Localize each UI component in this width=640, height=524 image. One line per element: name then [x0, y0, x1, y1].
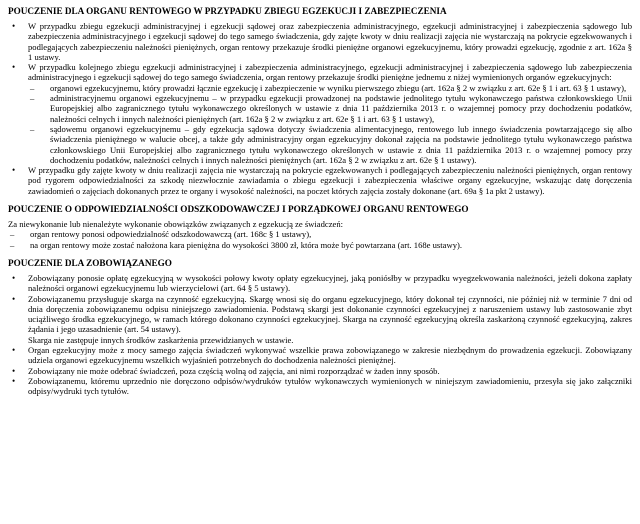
sub-list-item: – organowi egzekucyjnemu, który prowadzi łącznie egzekucję i zabezpieczenie w wyniku pierwszego zbiegu (art. 162a § 2 w związku z art. 62e § 1 i art. 63 § 1 ustawy),: [28, 83, 632, 93]
dash-list: [8, 229, 632, 250]
section-title: POUCZENIE DLA ORGANU RENTOWEGO W PRZYPADKU ZBIEGU EGZEKUCJI I ZABEZPIECZENIA: [8, 6, 447, 16]
list-item: • W przypadku kolejnego zbiegu egzekucji administracyjnej i zabezpieczenia administracyjnego, egzekucji administracyjnej i zabezpieczenia sądowego lub zabezpieczenia administracyjnego i egzekucji sądowej do tego samego świadczenia, organ rentowy przekazuje środki pieniężne jednemu z niżej wymienionych organów egzekucyjnych: – organowi egzekucyjnemu, który prowadzi łącznie egzekucję i zabezpieczenie w wyniku pierwszego zbiegu (art. 162a § 2 w związku z art. 62e § 1 i art. 63 § 1 ustawy), – administracyjnemu organowi egzekucyjnemu – w przypadku egzekucji prowadzonej na podstawie jednolitego tytułu wykonawczego państwa członkowskiego Unii Europejskiej albo zagranicznego tytułu wykonawczego określonych w ustawie z dnia 11 października 2013 r. o wzajemnej pomocy przy dochodzeniu podatków, należności celnych i innych należności pieniężnych (art. 162a § 2 w związku z art. 62e § 1 i art. 63 § 1 ustawy), – sądowemu organowi egzekucyjnemu – gdy egzekucja sądowa dotyczy świadczenia alimentacyjnego, rentowego lub innego świadczenia powtarzającego się albo świadczenia pieniężnego w walucie obcej, a także gdy administracyjny organ egzekucyjny dokonał zajęcia na podstawie jednolitego tytułu wykonawczego państwa członkowskiego Unii Europejskiej albo zagranicznego tytułu wykonawczego określonych w ustawie z dnia 11 października 2013 r. o wzajemnej pomocy przy dochodzeniu podatków, należności celnych i innych należności pieniężnych (art. 162a § 2 w związku z art. 62e § 1 ustawy).: [8, 62, 632, 165]
list-item: • Zobowiązany nie może odebrać świadczeń, poza częścią wolną od zajęcia, ani nimi rozporządzać w żaden inny sposób.: [8, 366, 632, 376]
dash-item: – na organ rentowy może zostać nałożona kara pieniężna do wysokości 3800 zł, która może być powtarzana (art. 168e ustawy).: [8, 240, 632, 250]
section-title: POUCZENIE DLA ZOBOWIĄZANEGO: [8, 257, 172, 268]
list-item-note: Skarga nie zastępuje innych środków zaskarżenia przewidzianych w ustawie.: [28, 334, 294, 345]
section-intro: Za niewykonanie lub nienależyte wykonanie obowiązków związanych z egzekucją ze świadczeń:: [8, 219, 344, 230]
bullet-list: [8, 273, 632, 397]
list-item: • Zobowiązany ponosie opłatę egzekucyjną w wysokości połowy kwoty opłaty egzekucyjnej, jaką poniósłby w przypadku wyegzekwowania należności, jeżeli dokona zapłaty należności organowi egzekucyjnemu lub wierzycielowi (art. 64 § 5 ustawy).: [8, 273, 632, 294]
list-item: • W przypadku gdy zajęte kwoty w dniu realizacji zajęcia nie wystarczają na pokrycie egzekwowanych i podlegających zabezpieczeniu należności pieniężnych, organ rentowy pod rygorem odpowiedzialności za szkodę niezwłocznie zawiadamia o zbiegu egzekucji i zabezpieczenia właściwe organy egzekucyjne, wskazując datę doręczenia zawiadomień o zajęciach dokonanych przez te organy i wysokość należności, na poczet których zajęcia zostały dokonane (art. 69a § 1a pkt 2 ustawy).: [8, 165, 632, 196]
list-item: • Zobowiązanemu, któremu uprzednio nie doręczono odpisów/wydruków tytułów wykonawczych wymienionych w niniejszym zawiadomieniu, przesyła się jako załączniki odpisy/wydruki tych tytułów.: [8, 376, 632, 397]
section-title: POUCZENIE O ODPOWIEDZIALNOŚCI ODSZKODOWAWCZEJ I PORZĄDKOWEJ ORGANU RENTOWEGO: [8, 204, 469, 215]
section-zobowiazany: [8, 258, 632, 397]
list-item: • Organ egzekucyjny może z mocy samego zajęcia świadczeń wykonywać wszelkie prawa zobowiązanego w zakresie niezbędnym do prowadzenia egzekucji. Zobowiązany udziela organowi egzekucyjnemu wszelkich wyjaśnień potrzebnych do dochodzenia należności pieniężnej.: [8, 345, 632, 366]
list-item: • Zobowiązanemu przysługuje skarga na czynność egzekucyjną. Skargę wnosi się do organu egzekucyjnego, który dokonał tej czynności, nie później niż w terminie 7 dni od dnia doręczenia zobowiązanemu odpisu niniejszego zawiadomienia. Podstawą skargi jest dokonanie czynności egzekucyjnej z naruszeniem ustawy lub zastosowanie zbyt uciążliwego środka egzekucyjnego, w ramach którego dokonano czynności egzekucyjnej. Skarga na czynność egzekucyjną określa zaskarżoną czynność egzekucyjną, zakres żądania i jego uzasadnienie (art. 54 ustawy). Skarga nie zastępuje innych środków zaskarżenia przewidzianych w ustawie.: [8, 294, 632, 345]
sub-list-item: – administracyjnemu organowi egzekucyjnemu – w przypadku egzekucji prowadzonej na podstawie jednolitego tytułu wykonawczego państwa członkowskiego Unii Europejskiej albo zagranicznego tytułu wykonawczego określonych w ustawie z dnia 11 października 2013 r. o wzajemnej pomocy przy dochodzeniu podatków, należności celnych i innych należności pieniężnych (art. 162a § 2 w związku z art. 62e § 1 i art. 63 § 1 ustawy),: [28, 93, 632, 124]
dash-list: [28, 83, 632, 165]
dash-item: – organ rentowy ponosi odpowiedzialność odszkodowawczą (art. 168c § 1 ustawy),: [8, 229, 632, 239]
bullet-list: [8, 21, 632, 196]
list-item: • W przypadku zbiegu egzekucji administracyjnej i egzekucji sądowej oraz zabezpieczenia administracyjnego, egzekucji administracyjnej i zabezpieczenia sądowego lub zabezpieczenia administracyjnego i egzekucji sądowej do tego samego świadczenia, gdy zajęte kwoty w dniu realizacji zajęcia nie wystarczają na pokrycie egzekwowanych i podlegających zabezpieczeniu należności pieniężnych, organ rentowy przekazuje środki pieniężne organowi egzekucyjnemu, który prowadzi egzekucję, zgodnie z art. 162a § 1 ustawy.: [8, 21, 632, 62]
section-odpowiedzialnosc: [8, 204, 632, 250]
section-zbieg: [8, 6, 632, 196]
sub-list-item: – sądowemu organowi egzekucyjnemu – gdy egzekucja sądowa dotyczy świadczenia alimentacyjnego, rentowego lub innego świadczenia powtarzającego się albo świadczenia pieniężnego w walucie obcej, a także gdy administracyjny organ egzekucyjny dokonał zajęcia na podstawie jednolitego tytułu wykonawczego państwa członkowskiego Unii Europejskiej albo zagranicznego tytułu wykonawczego określonych w ustawie z dnia 11 października 2013 r. o wzajemnej pomocy przy dochodzeniu podatków, należności celnych i innych należności pieniężnych (art. 162a § 2 w związku z art. 62e § 1 ustawy).: [28, 124, 632, 165]
